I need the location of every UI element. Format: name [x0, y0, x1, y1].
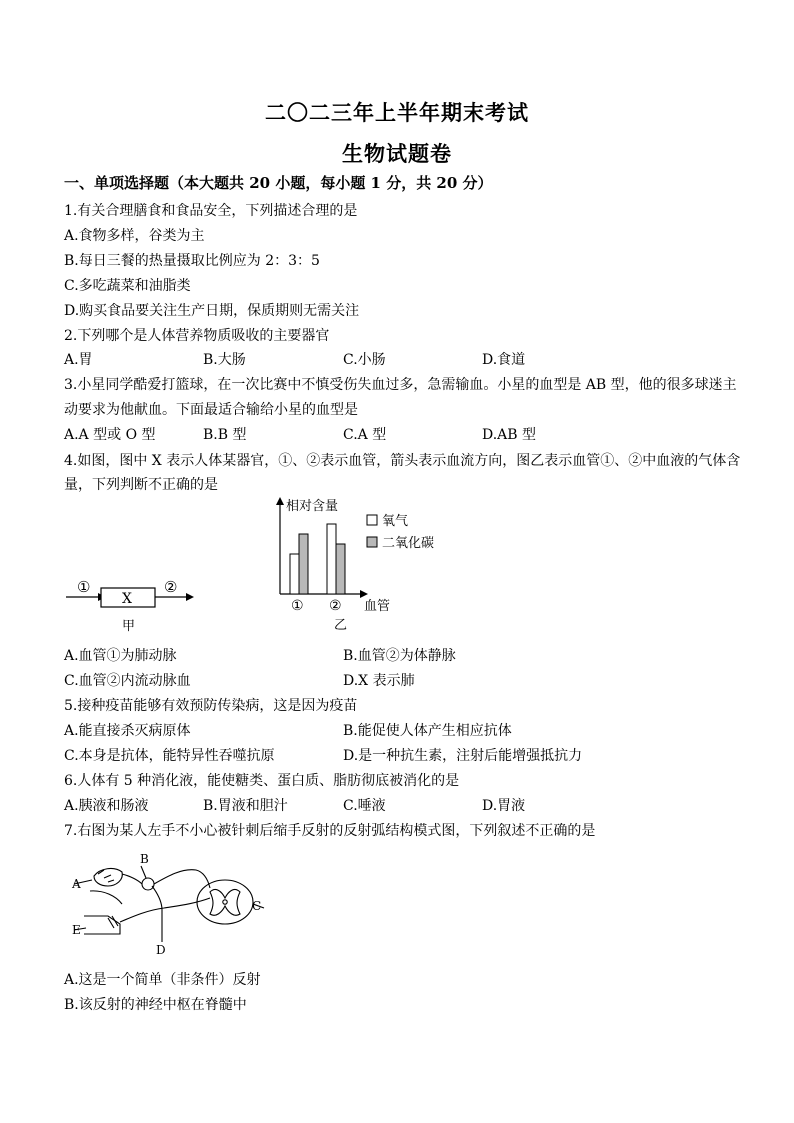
bar-co2-vessel-2: [336, 544, 345, 594]
q5-option-d: D.是一种抗生素，注射后能增强抵抗力: [343, 748, 583, 764]
x-axis-label: 血管: [364, 599, 391, 614]
q7-option-b: B.该反射的神经中枢在脊髓中: [64, 997, 247, 1013]
question-3-stem-line1: 3.小星同学酷爱打篮球，在一次比赛中不慎受伤失血过多，急需输血。小星的血型是 AB 型，他的很多球迷主: [64, 377, 737, 393]
q1-option-a: A.食物多样，谷类为主: [64, 228, 205, 244]
legend-label-o2: 氧气: [382, 514, 409, 529]
x-tick-vessel-2: ②: [329, 598, 342, 614]
question-4-stem-line2: 量，下列判断不正确的是: [64, 477, 218, 493]
legend-swatch-co2: [367, 537, 377, 547]
q3-option-c: C.A 型: [343, 427, 387, 443]
q6-option-b: B.胃液和胆汁: [203, 798, 288, 814]
question-4-stem-line1: 4.如图，图中 X 表示人体某器官，①、②表示血管，箭头表示血流方向，图乙表示血管①、②中血液的气体含: [64, 453, 741, 469]
q4-option-c: C.血管②内流动脉血: [64, 673, 191, 689]
y-axis-label: 相对含量: [286, 499, 339, 514]
q6-option-c: C.唾液: [343, 798, 386, 814]
question-5-stem: 5.接种疫苗能够有效预防传染病，这是因为疫苗: [64, 698, 358, 714]
jia-label-vessel-1: ①: [77, 578, 91, 596]
question-6-stem: 6.人体有 5 种消化液，能使糖类、蛋白质、脂肪彻底被消化的是: [64, 773, 460, 789]
bar-o2-vessel-1: [290, 554, 299, 594]
q2-option-c: C.小肠: [343, 352, 386, 368]
figure-yi-chart: [268, 495, 468, 635]
q7-option-a: A.这是一个简单（非条件）反射: [64, 972, 261, 988]
q3-option-a: A.A 型或 O 型: [64, 427, 156, 443]
legend-swatch-o2: [367, 515, 377, 525]
q4-option-d: D.X 表示肺: [343, 673, 415, 689]
q1-option-d: D.购买食品要关注生产日期，保质期则无需关注: [64, 303, 360, 319]
q5-option-b: B.能促使人体产生相应抗体: [343, 723, 512, 739]
section-heading: 一、单项选择题（本大题共 20 小题，每小题 1 分，共 20 分）: [64, 174, 493, 192]
fingertip-receptor: [94, 869, 122, 886]
question-1-stem: 1.有关合理膳食和食品安全，下列描述合理的是: [64, 203, 358, 219]
jia-caption: 甲: [122, 619, 136, 634]
q1-option-b: B.每日三餐的热量摄取比例应为 2：3：5: [64, 253, 320, 269]
q1-option-c: C.多吃蔬菜和油脂类: [64, 278, 191, 294]
reflex-label-b: B: [140, 852, 149, 866]
question-7-stem: 7.右图为某人左手不小心被针刺后缩手反射的反射弧结构模式图，下列叙述不正确的是: [64, 823, 596, 839]
exam-subtitle: 生物试题卷: [342, 141, 452, 166]
reflex-label-c: C: [252, 899, 262, 913]
yi-caption: 乙: [334, 618, 348, 633]
q3-option-d: D.AB 型: [482, 427, 537, 443]
reflex-label-e: E: [72, 923, 81, 937]
jia-label-vessel-2: ②: [164, 578, 178, 596]
bar-o2-vessel-2: [327, 524, 336, 594]
q2-option-a: A.胃: [64, 352, 93, 368]
q6-option-d: D.胃液: [482, 798, 526, 814]
jia-organ-x: X: [122, 591, 132, 607]
q5-option-a: A.能直接杀灭病原体: [64, 723, 191, 739]
reflex-label-a: A: [72, 877, 81, 891]
question-2-stem: 2.下列哪个是人体营养物质吸收的主要器官: [64, 328, 330, 344]
q4-option-a: A.血管①为肺动脉: [64, 648, 177, 664]
y-axis-arrow: [276, 497, 284, 505]
figure-jia: [60, 572, 200, 636]
hand-outline: [84, 891, 122, 934]
q2-option-b: B.大肠: [203, 352, 246, 368]
q4-option-b: B.血管②为体静脉: [343, 648, 456, 664]
bar-co2-vessel-1: [299, 534, 308, 594]
question-3-stem-line2: 动要求为他献血。下面最适合输给小星的血型是: [64, 402, 358, 418]
reflex-arc-figure: [64, 846, 274, 958]
q6-option-a: A.胰液和肠液: [64, 798, 149, 814]
exam-title: 二〇二三年上半年期末考试: [265, 100, 529, 125]
q5-option-c: C.本身是抗体，能特异性吞噬抗原: [64, 748, 275, 764]
q3-option-b: B.B 型: [203, 427, 247, 443]
x-tick-vessel-1: ①: [291, 598, 304, 614]
reflex-label-d: D: [156, 943, 166, 957]
q2-option-d: D.食道: [482, 352, 526, 368]
x-axis-arrow: [360, 590, 368, 598]
legend-label-co2: 二氧化碳: [382, 536, 435, 551]
